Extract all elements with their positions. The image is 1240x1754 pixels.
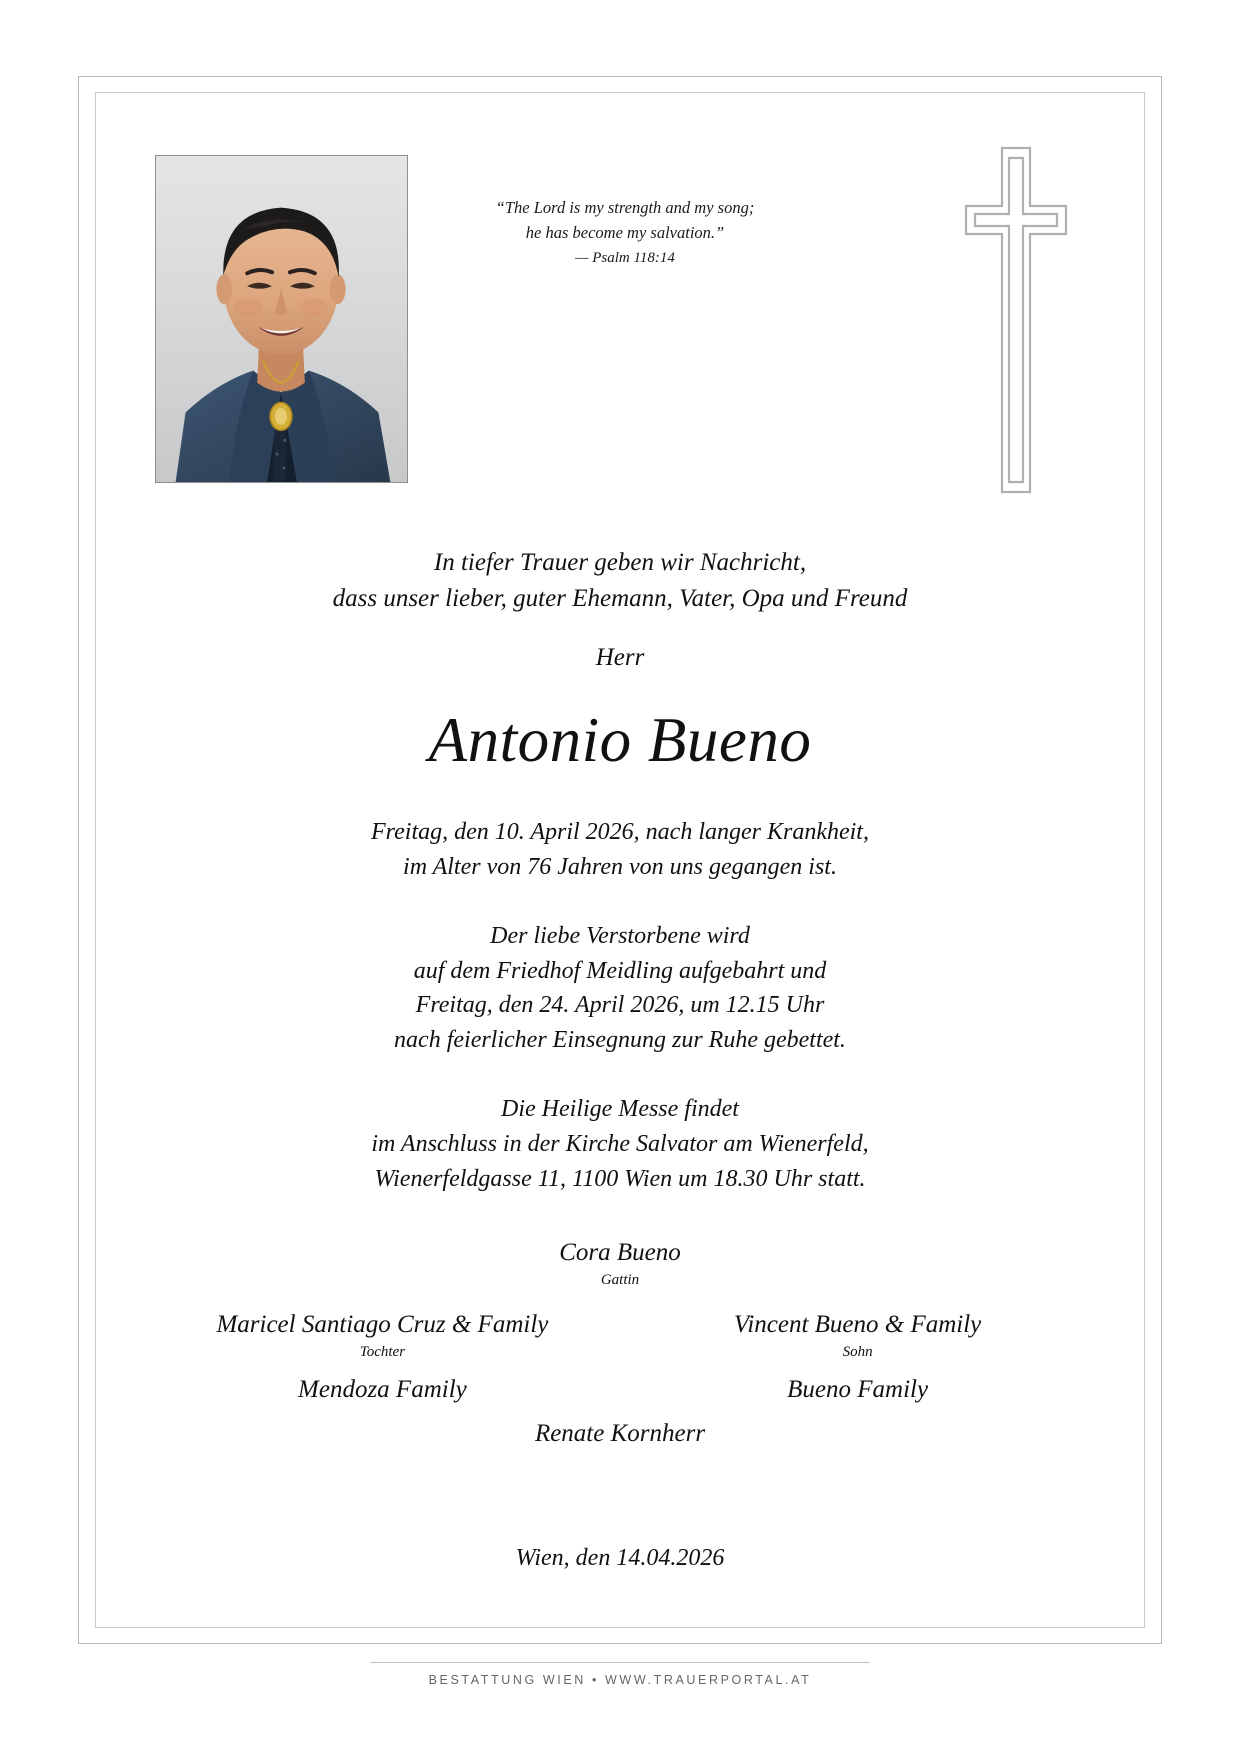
mass-line-3: Wienerfeldgasse 11, 1100 Wien um 18.30 Uhr statt.	[374, 1165, 866, 1192]
quote-line-2: he has become my salvation.”	[525, 222, 725, 242]
burial-line-1: Der liebe Verstorbene wird	[490, 922, 750, 949]
burial-line-3: Freitag, den 24. April 2026, um 12.15 Uhr	[415, 992, 825, 1019]
closing-place-date: Wien, den 14.04.2026	[515, 1545, 725, 1571]
survivor-name: Cora Bueno	[559, 1239, 681, 1266]
survivor-name: Vincent Bueno & Family	[733, 1310, 982, 1338]
scripture-quote	[430, 196, 820, 269]
footer-divider	[370, 1662, 870, 1663]
mass-line-1: Die Heilige Messe findet	[501, 1096, 739, 1123]
survivor-name: Bueno Family	[787, 1376, 929, 1403]
mass-line-2: im Anschluss in der Kirche Salvator am Wienerfeld,	[371, 1130, 869, 1157]
survivor-role: Gattin	[600, 1272, 640, 1288]
intro-line-2: dass unser lieber, guter Ehemann, Vater, Opa und Freund	[332, 584, 908, 612]
death-line-1: Freitag, den 10. April 2026, nach langer Krankheit,	[371, 819, 869, 846]
burial-line-4: nach feierlicher Einsegnung zur Ruhe gebettet.	[394, 1027, 846, 1054]
portrait-image	[156, 156, 407, 482]
cross-icon	[958, 140, 1074, 500]
deceased-name: Antonio Bueno	[428, 705, 812, 775]
death-details	[120, 815, 1120, 885]
announcement-body	[120, 545, 1120, 1196]
survivor-role: Tochter	[359, 1343, 406, 1360]
survivor-name: Renate Kornherr	[534, 1420, 706, 1447]
survivor-family-bueno	[655, 1375, 1060, 1405]
survivor-family-mendoza	[180, 1375, 585, 1405]
death-line-2: im Alter von 76 Jahren von uns gegangen ist.	[403, 854, 837, 881]
survivor-additional	[120, 1419, 1120, 1449]
announcement-intro	[120, 545, 1120, 616]
intro-line-1: In tiefer Trauer geben wir Nachricht,	[433, 549, 807, 576]
footer-credit: BESTATTUNG WIEN • WWW.TRAUERPORTAL.AT	[428, 1673, 812, 1687]
survivor-child-son	[655, 1310, 1060, 1364]
burial-details	[120, 919, 1120, 1058]
survivor-role: Sohn	[842, 1343, 873, 1360]
survivor-name: Mendoza Family	[298, 1376, 467, 1403]
quote-line-1: “The Lord is my strength and my song;	[495, 198, 755, 217]
survivor-child-daughter	[180, 1310, 585, 1364]
quote-source: — Psalm 118:14	[575, 249, 675, 266]
survivors-families-row	[120, 1375, 1120, 1405]
survivor-spouse	[120, 1238, 1120, 1292]
survivors-children-row	[120, 1310, 1120, 1364]
survivors-list	[120, 1238, 1120, 1467]
cross-outline-graphic	[958, 140, 1074, 500]
portrait-photo	[155, 155, 408, 483]
mass-details	[120, 1092, 1120, 1196]
salutation: Herr	[595, 644, 645, 671]
survivor-name: Maricel Santiago Cruz & Family	[216, 1310, 549, 1338]
burial-line-2: auf dem Friedhof Meidling aufgebahrt und	[413, 957, 827, 984]
